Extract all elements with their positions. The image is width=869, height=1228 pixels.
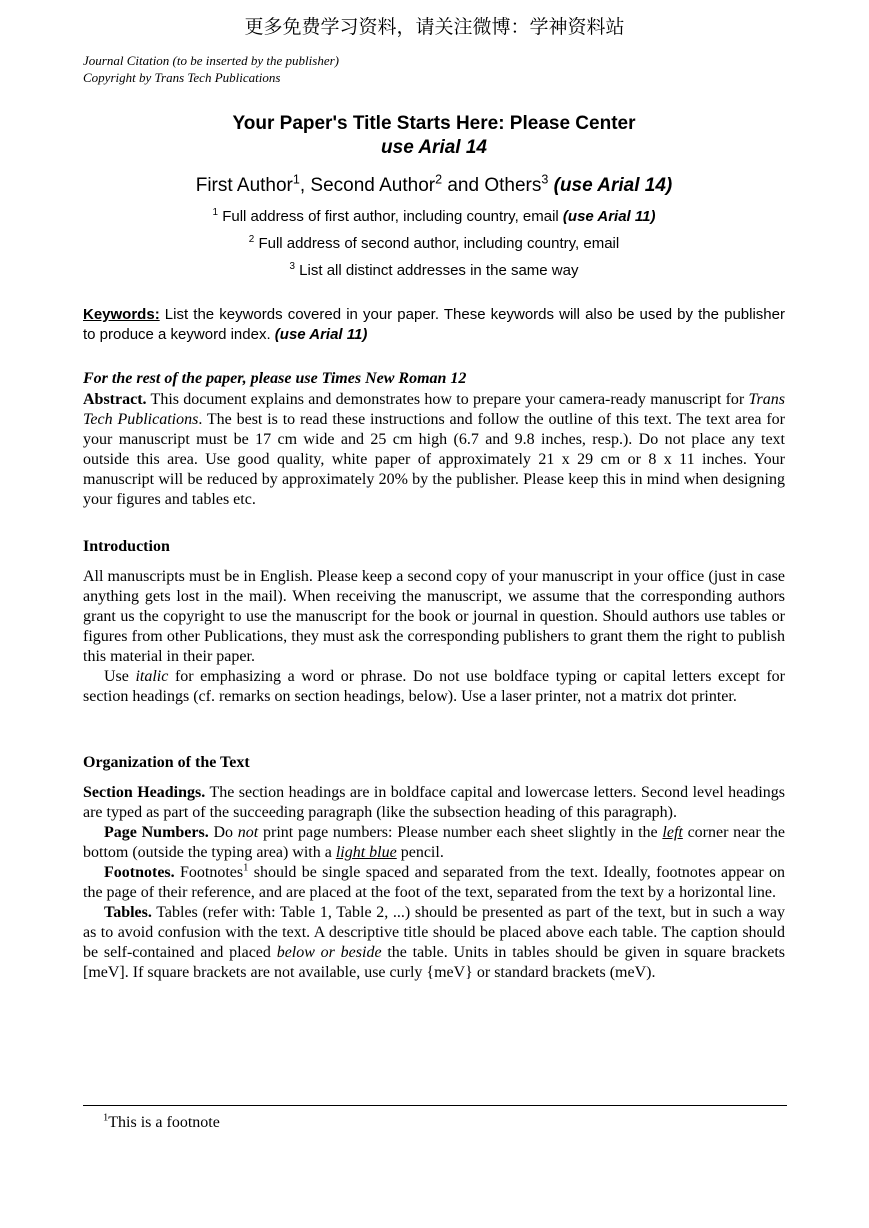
tables-text-1: Tables (refer with: Table 1, Table 2, ...) should be presented as part of the text, but in such a way as to avoid confusion with the text. A descriptive title should be placed above each table. The caption should be self-contained and placed — [83, 904, 785, 961]
section-headings-paragraph — [83, 783, 785, 823]
author-1: First Author — [195, 175, 293, 196]
footnotes-label: Footnotes. — [104, 864, 175, 881]
tables-italic: below or beside — [276, 944, 382, 961]
author-others: and Others — [442, 175, 542, 196]
citation-line: Journal Citation (to be inserted by the publisher) — [83, 53, 339, 68]
author-2-affil: 2 — [435, 172, 443, 187]
abstract-text-2: . The best is to read these instructions and follow the outline of this text. The text area for your manuscript must be 17 cm wide and 25 cm high (6.7 and 9.8 inches, resp.). Do not place any text outside this area. Use good quality, white paper of approximately 21 x 29 cm or 8 x 11 inches. Your manuscript will be reduced by approximately 20% by the publisher. Please keep this in mind when designing your figures and tables etc. — [83, 411, 786, 508]
page-numbers-label: Page Numbers. — [104, 824, 209, 841]
address-3-text: List all distinct addresses in the same way — [295, 262, 579, 279]
paper-title — [83, 112, 785, 160]
footnotes-text-1: Footnotes — [174, 864, 244, 881]
organization-heading: Organization of the Text — [83, 754, 250, 771]
abstract-publisher: Trans Tech Publications — [83, 391, 785, 428]
page-numbers-light-blue: light blue — [335, 844, 397, 861]
keywords-paragraph — [83, 305, 785, 345]
keywords-label: Keywords: — [83, 306, 160, 323]
page-numbers-text-1: Do — [208, 824, 238, 841]
author-font-hint: (use Arial 14) — [553, 175, 673, 196]
intro-p2-text-1: Use — [104, 668, 136, 685]
abstract-text-1: This document explains and demonstrates how to prepare your camera-ready manuscript for — [146, 391, 749, 408]
journal-citation — [83, 52, 339, 86]
section-headings-label: Section Headings. — [83, 784, 206, 801]
address-1 — [83, 207, 785, 226]
font-instruction: For the rest of the paper, please use Times New Roman 12 — [83, 370, 467, 387]
author-2: , Second Author — [299, 175, 436, 196]
introduction-body — [83, 567, 785, 707]
page-numbers-text-2: print page numbers: Please number each sheet slightly in the — [258, 824, 663, 841]
tables-label: Tables. — [104, 904, 152, 921]
introduction-paragraph-2 — [83, 667, 785, 707]
page-numbers-paragraph — [83, 823, 785, 863]
copyright-line: Copyright by Trans Tech Publications — [83, 70, 281, 85]
address-font-hint: (use Arial 11) — [562, 208, 656, 225]
page-numbers-text-4: pencil. — [396, 844, 444, 861]
author-1-affil: 1 — [292, 172, 300, 187]
tables-paragraph — [83, 903, 785, 983]
footnote-reference[interactable]: 1 — [243, 862, 249, 874]
keywords-text: List the keywords covered in your paper. These keywords will also be used by the publisher to produce a keyword index. — [83, 306, 785, 343]
address-1-sup: 1 — [212, 207, 219, 218]
address-3 — [83, 261, 785, 280]
intro-p2-italic: italic — [135, 668, 169, 685]
footnote-number: 1 — [103, 1112, 109, 1124]
footnotes-paragraph — [83, 863, 785, 903]
introduction-heading: Introduction — [83, 538, 170, 555]
page-numbers-not: not — [237, 824, 259, 841]
abstract-paragraph — [83, 390, 785, 510]
footnote — [103, 1113, 220, 1133]
address-2-sup: 2 — [248, 234, 255, 245]
abstract-label: Abstract. — [83, 391, 147, 408]
address-3-sup: 3 — [289, 261, 296, 272]
tables-text-2: the table. Units in tables should be given in square brackets [meV]. If square brackets are not available, use curly {meV} or standard brackets (meV). — [83, 944, 786, 981]
author-list — [83, 174, 785, 198]
page-numbers-left: left — [662, 824, 683, 841]
title-line-1: Your Paper's Title Starts Here: Please Center — [232, 113, 636, 134]
intro-p2-text-2: for emphasizing a word or phrase. Do not use boldface typing or capital letters except for section headings (cf. remarks on section headings, below). Use a laser printer, not a matrix dot printer. — [83, 668, 785, 705]
footnotes-text-2: should be single spaced and separated from the text. Ideally, footnotes appear on the page of their reference, and are placed at the foot of the text, separated from the text by a horizontal line. — [83, 864, 785, 901]
footnote-separator — [83, 1105, 787, 1106]
watermark-banner: 更多免费学习资料，请关注微博：学神资料站 — [244, 16, 625, 38]
address-2 — [83, 234, 785, 253]
section-headings-text: The section headings are in boldface capital and lowercase letters. Second level headings are typed as part of the succeeding paragraph (like the subsection heading of this paragraph). — [83, 784, 786, 821]
address-1-text: Full address of first author, including country, email — [218, 208, 563, 225]
organization-body — [83, 783, 785, 983]
introduction-paragraph-1: All manuscripts must be in English. Please keep a second copy of your manuscript in your office (just in case anything gets lost in the mail). When receiving the manuscript, we assume that the corresponding authors grant us the copyright to use the manuscript for the book or journal in question. Should authors use tables or figures from other Publications, they must ask the corresponding publishers to grant them the right to publish this material in their paper. — [83, 568, 785, 665]
title-line-2: use Arial 14 — [381, 137, 487, 158]
footnote-text: This is a footnote — [108, 1114, 220, 1131]
address-2-text: Full address of second author, including country, email — [254, 235, 620, 252]
author-3-affil: 3 — [541, 172, 549, 187]
page-numbers-text-3: corner near the bottom (outside the typing area) with a — [83, 824, 786, 861]
keywords-font-hint: (use Arial 11) — [274, 326, 368, 343]
